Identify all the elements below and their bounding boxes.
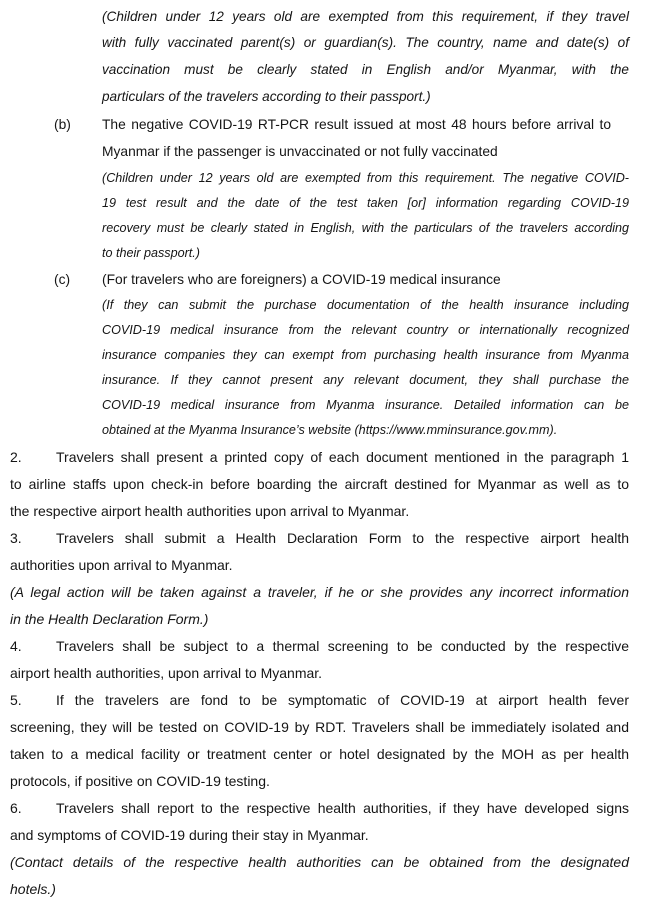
paragraph-text-line: the respective airport health authorities upon arrival to Myanmar. (10, 503, 410, 519)
paragraph-text-line: Travelers shall present a printed copy of each document mentioned in the paragraph 1 (56, 449, 629, 465)
paragraph-note-line: (Contact details of the respective health authorities can be obtained from the designated (10, 854, 629, 870)
note-line: COVID-19 medical insurance from the relevant country or internationally recognized (102, 323, 629, 337)
note-line: (Children under 12 years old are exempted from this requirement, if they travel (102, 9, 629, 24)
paragraph-text-line: screening, they will be tested on COVID-19 by RDT. Travelers shall be immediately isolated and (10, 719, 629, 735)
note-line: (Children under 12 years old are exempted from this requirement. The negative COVID- (102, 171, 629, 185)
note-line: with fully vaccinated parent(s) or guardian(s). The country, name and date(s) of (102, 35, 629, 50)
note-line: COVID-19 medical insurance from Myanma insurance. Detailed information can be (102, 398, 629, 412)
note-line: vaccination must be clearly stated in English and/or Myanmar, with the (102, 62, 629, 77)
paragraph-text-line: taken to a medical facility or treatment center or hotel designated by the MOH as per health (10, 746, 629, 762)
paragraph-number: 5. (10, 692, 22, 708)
paragraph-number: 3. (10, 530, 22, 546)
note-line: insurance companies they can exempt from purchasing health insurance from Myanma (102, 348, 629, 362)
paragraph-text-line: authorities upon arrival to Myanmar. (10, 557, 233, 573)
paragraph-note-line: hotels.) (10, 881, 56, 897)
paragraph-text-line: Travelers shall report to the respective health authorities, if they have developed signs (56, 800, 629, 816)
note-line: particulars of the travelers according to their passport.) (102, 89, 431, 104)
paragraph-number: 4. (10, 638, 22, 654)
paragraph-text-line: and symptoms of COVID-19 during their stay in Myanmar. (10, 827, 369, 843)
note-line: (If they can submit the purchase documentation of the health insurance including (102, 298, 629, 312)
paragraph-text-line: protocols, if positive on COVID-19 testing. (10, 773, 270, 789)
paragraph-number: 6. (10, 800, 22, 816)
paragraph-text-line: to airline staffs upon check-in before boarding the aircraft destined for Myanmar as well as to (10, 476, 629, 492)
note-line: 19 test result and the date of the test taken [or] information regarding COVID-19 (102, 196, 629, 210)
paragraph-note-line: in the Health Declaration Form.) (10, 611, 209, 627)
item-text-line: The negative COVID-19 RT-PCR result issued at most 48 hours before arrival to (102, 117, 611, 132)
item-marker: (c) (54, 272, 71, 287)
paragraph-text-line: airport health authorities, upon arrival to Myanmar. (10, 665, 323, 681)
note-line: recovery must be clearly stated in English, with the particulars of the travelers according (102, 221, 629, 235)
paragraph-text-line: Travelers shall be subject to a thermal screening to be conducted by the respective (56, 638, 629, 654)
item-marker: (b) (54, 117, 71, 132)
note-line: insurance. If they cannot present any relevant document, they shall purchase the (102, 373, 629, 387)
paragraph-text-line: Travelers shall submit a Health Declaration Form to the respective airport health (56, 530, 629, 546)
paragraph-note-line: (A legal action will be taken against a traveler, if he or she provides any incorrect information (10, 584, 629, 600)
item-text-line: Myanmar if the passenger is unvaccinated or not fully vaccinated (102, 144, 498, 159)
note-line: to their passport.) (102, 246, 200, 260)
paragraph-text-line: If the travelers are fond to be symptomatic of COVID-19 at airport health fever (56, 692, 629, 708)
note-line: obtained at the Myanma Insurance’s website (https://www.mminsurance.gov.mm). (102, 423, 558, 437)
item-text-line: (For travelers who are foreigners) a COVID-19 medical insurance (102, 272, 501, 287)
paragraph-number: 2. (10, 449, 22, 465)
